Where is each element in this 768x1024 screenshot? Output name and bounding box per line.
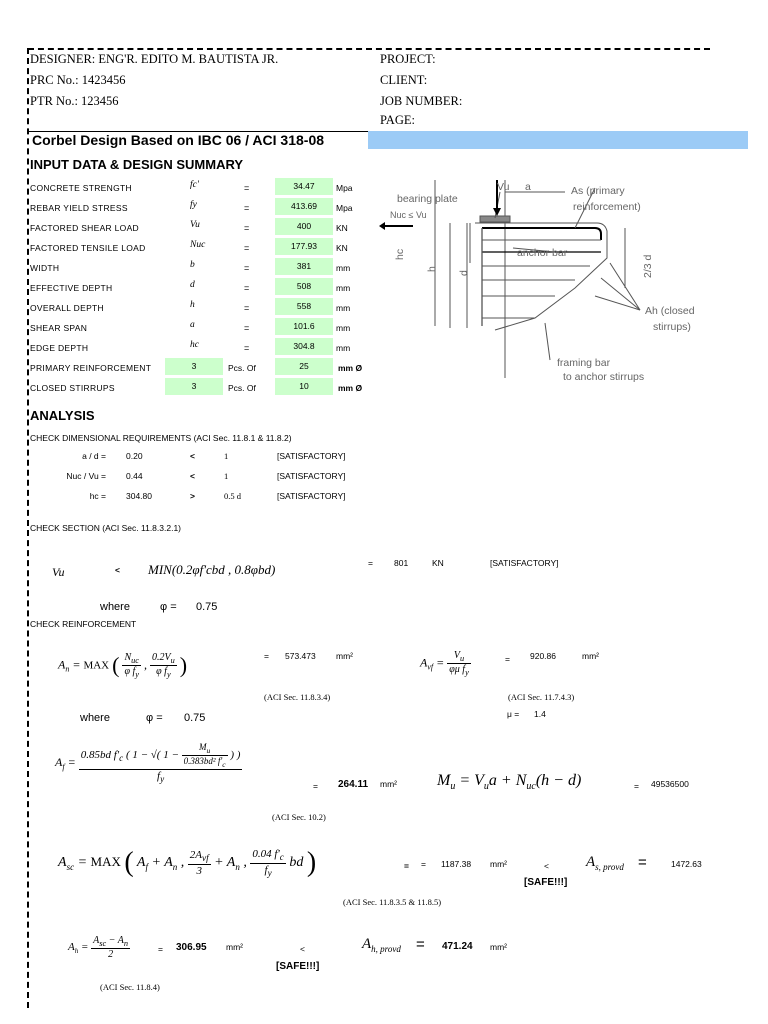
ptr-line: PTR No.: 123456 [30,94,119,108]
mu-formula: $M_u = V_ua + N_{uc}(h - d)$ [437,772,582,793]
af-formula: $A_f$ = 0.85bd $f'_c$ ( 1 − √( 1 − $\frac{M_u}{0.383bd^2 f'_c}$ ) ) $f_y$ [55,742,241,784]
asc-status: [SAFE!!!] [524,877,568,888]
input-eq: = [244,183,250,193]
input-unit: mm [336,263,351,273]
analysis-heading: ANALYSIS [30,408,95,423]
section-value: 801 [394,558,409,568]
dim-lhs: Nuc / Vu = [66,471,106,481]
input-symbol: fc' [190,180,199,190]
section-vu: Vu [52,565,65,579]
where-2: where [80,712,110,724]
af-ref: (ACI Sec. 10.2) [272,812,326,822]
ah-prov-eq: = [416,936,425,953]
ah-prov-value: 471.24 [442,941,473,952]
input-unit: KN [336,223,348,233]
af-eq: = [313,781,318,791]
stirrups-unit: mm Ø [338,383,363,393]
where-1: where [100,601,130,613]
primary-bar-line [482,228,601,240]
section-unit: KN [432,558,444,568]
ah-eq: = [158,944,163,954]
primary-reinf-unit: mm Ø [338,363,363,373]
input-symbol: d [190,280,195,290]
d-label: d [458,270,470,276]
an-eq: = [264,651,269,661]
dim-lhs: hc = [89,491,106,501]
ah-leader-1 [601,278,640,310]
asc-prov-eq: = [638,854,647,871]
ah-label-2: stirrups) [653,321,691,333]
input-label: OVERALL DEPTH [30,303,104,313]
framing-leader [545,323,550,360]
section-status: [SATISFACTORY] [490,558,559,568]
stirrups-count[interactable]: 3 [165,378,223,395]
an-value: 573.473 [285,651,316,661]
ah-value: 306.95 [176,942,207,953]
input-unit: mm [336,283,351,293]
primary-pcs-of: Pcs. Of [228,363,256,373]
asc-op: < [544,861,549,871]
phi-2-label: φ = [146,712,163,724]
input-eq: = [244,203,250,213]
input-label: CONCRETE STRENGTH [30,183,132,193]
avf-formula: $A_{vf}$ = $\frac{V_u}{\varphi\mu f_y}$ [420,650,469,677]
anchor-bar-label: anchor bar [517,247,568,259]
reinf-check-heading: CHECK REINFORCEMENT [30,619,137,629]
input-value[interactable]: 304.8 [275,338,333,355]
title-banner [28,131,748,149]
input-symbol: Nuc [190,240,206,250]
h-label: h [426,266,438,272]
asc-ref: (ACI Sec. 11.8.3.5 & 11.8.5) [343,897,442,907]
vu-arrowhead [493,208,501,216]
asc-eq-sign: = [404,861,409,871]
dim-op: < [190,451,195,461]
input-value[interactable]: 177.93 [275,238,333,255]
framing-label-1: framing bar [557,357,611,369]
nuc-vu-label: Nuc ≤ Vu [390,210,427,220]
two-thirds-d-label: 2/3 d [642,254,654,278]
input-unit: mm [336,303,351,313]
input-unit: mm [336,323,351,333]
dim-status: [SATISFACTORY] [277,491,346,501]
ah-provided-symbol: $A_{h, provd}$ [362,936,401,954]
mu-result: 49536500 [651,779,689,789]
ah-label-1: Ah (closed [645,305,695,317]
ah-op: < [300,944,305,954]
section-formula: MIN(0.2φf'cbd , 0.8φbd) [148,562,276,577]
dim-value: 304.80 [126,491,152,501]
an-unit: mm² [336,651,353,661]
input-unit: KN [336,243,348,253]
nuc-arrowhead [379,222,385,230]
input-value[interactable]: 508 [275,278,333,295]
input-value[interactable]: 413.69 [275,198,333,215]
dim-rhs: 0.5 d [224,491,241,501]
corbel-diagram [385,168,695,388]
banner-fill [368,131,748,149]
input-symbol: Vu [190,220,200,230]
stirrups-label: CLOSED STIRRUPS [30,383,115,393]
phi-2-value: 0.75 [184,712,206,724]
ah-leader-3 [595,296,640,310]
input-eq: = [244,323,250,333]
dim-lhs: a / d = [82,451,106,461]
dim-op: > [190,491,195,501]
avf-value: 920.86 [530,651,556,661]
af-unit: mm² [380,779,397,789]
dim-check-heading: CHECK DIMENSIONAL REQUIREMENTS (ACI Sec. 11.8.1 & 11.8.2) [30,433,292,443]
avf-unit: mm² [582,651,599,661]
input-unit: mm [336,343,351,353]
mu-eq: = [634,781,639,791]
client-label: CLIENT: [380,73,428,87]
designer-line: DESIGNER: ENG'R. EDITO M. BAUTISTA JR. [30,52,279,66]
dim-rhs: 1 [224,451,229,461]
input-unit: Mpa [336,183,353,193]
ah-formula: $A_h$ = $\frac{A_{sc} - A_n}{2}$ [68,935,129,960]
input-symbol: hc [190,340,199,350]
primary-reinf-count[interactable]: 3 [165,358,223,375]
avf-eq: = [505,654,510,664]
framing-label-2: to anchor stirrups [563,371,645,383]
asc-value: 1187.38 [441,859,472,869]
dim-status: [SATISFACTORY] [277,451,346,461]
input-label: EDGE DEPTH [30,343,89,353]
input-label: EFFECTIVE DEPTH [30,283,113,293]
dim-value: 0.44 [126,471,143,481]
asc-prov-value: 1472.63 [671,859,702,869]
input-label: FACTORED TENSILE LOAD [30,243,146,253]
section-op: < [115,565,120,575]
input-value[interactable]: 400 [275,218,333,235]
bearing-plate-label: bearing plate [397,193,458,205]
dim-rhs: 1 [224,471,229,481]
input-eq: = [244,223,250,233]
mu-value: 1.4 [534,709,546,719]
input-eq: = [244,343,250,353]
phi-1-label: φ = [160,601,177,613]
an-ref: (ACI Sec. 11.8.3.4) [264,692,331,702]
input-symbol: h [190,300,195,310]
stirrups-pcs-of: Pcs. Of [228,383,256,393]
section-eq: = [368,558,373,568]
dim-value: 0.20 [126,451,143,461]
project-label: PROJECT: [380,52,436,66]
avf-ref: (ACI Sec. 11.7.4.3) [508,692,575,702]
ah-ref: (ACI Sec. 11.8.4) [100,982,160,992]
page-label: PAGE: [380,113,415,127]
input-value[interactable]: 101.6 [275,318,333,335]
primary-reinf-size[interactable]: 25 [275,358,333,375]
page-title: Corbel Design Based on IBC 06 / ACI 318-08 [32,132,325,148]
input-value[interactable]: 34.47 [275,178,333,195]
input-eq: = [244,263,250,273]
page-left-border [27,48,29,1008]
input-eq: = [244,283,250,293]
input-eq: = [244,303,250,313]
ah-prov-unit: mm² [490,942,507,952]
input-value[interactable]: 558 [275,298,333,315]
a-label: a [525,181,531,193]
job-number-label: JOB NUMBER: [380,94,463,108]
asc-formula: $A_{sc}$ = MAX ( $A_f + A_n$ , $\frac{2A_{vf}}{3}$ + $A_n$ , $\frac{0.04 f'_c}{f_y}$ bd ) [58,847,317,878]
mu-label: μ = [507,709,520,719]
input-label: FACTORED SHEAR LOAD [30,223,139,233]
af-value: 264.11 [338,779,369,790]
input-symbol: b [190,260,195,270]
section-check-heading: CHECK SECTION (ACI Sec. 11.8.3.2.1) [30,523,181,533]
as-provided-symbol: $A_{s, provd}$ [586,854,624,872]
page-top-border [28,48,710,50]
input-symbol: fy [190,200,197,210]
dim-status: [SATISFACTORY] [277,471,346,481]
asc-eq: = [421,859,426,869]
input-unit: Mpa [336,203,353,213]
input-label: WIDTH [30,263,60,273]
as-label-1: As (primary [571,185,625,197]
input-eq: = [244,243,250,253]
input-label: SHEAR SPAN [30,323,88,333]
ah-status: [SAFE!!!] [276,961,320,972]
corbel-outline [475,223,607,330]
input-label: REBAR YIELD STRESS [30,203,128,213]
phi-1-value: 0.75 [196,601,218,613]
input-heading: INPUT DATA & DESIGN SUMMARY [30,157,244,172]
ah-unit: mm² [226,942,243,952]
vu-label: Vu [497,181,510,193]
asc-unit: mm² [490,859,507,869]
dim-op: < [190,471,195,481]
prc-line: PRC No.: 1423456 [30,73,126,87]
hc-label: hc [394,248,406,260]
stirrups-size[interactable]: 10 [275,378,333,395]
input-value[interactable]: 381 [275,258,333,275]
input-symbol: a [190,320,195,330]
as-label-2: reinforcement) [573,201,641,213]
an-formula: $A_n$ = MAX ( $\frac{N_{uc}}{\varphi f_y}$ , $\frac{0.2V_u}{\varphi f_y}$ ) [58,652,188,679]
primary-reinf-label: PRIMARY REINFORCEMENT [30,363,152,373]
